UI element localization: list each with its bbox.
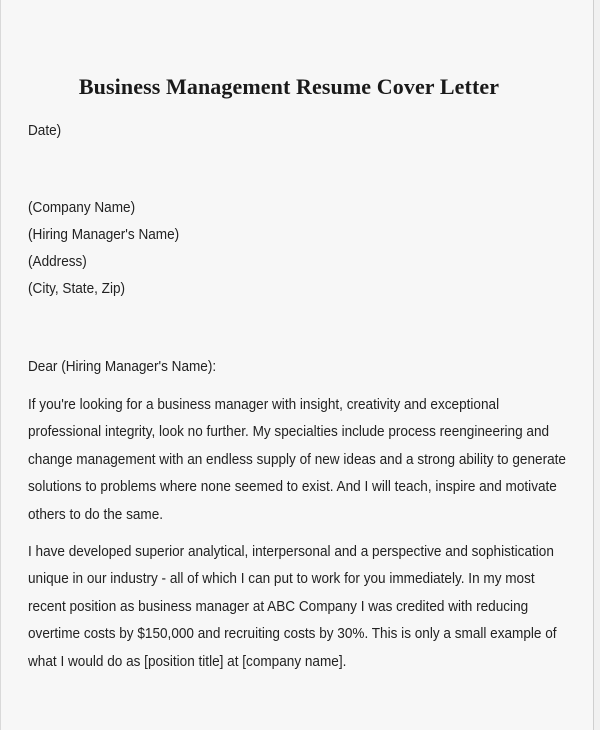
paragraph-line: change management with an endless supply of new ideas and a strong ability to generate bbox=[28, 451, 566, 468]
date-text: Date) bbox=[28, 123, 62, 139]
paragraph-line: what I would do as [position title] at [company name]. bbox=[28, 653, 347, 670]
paragraph-line: others to do the same. bbox=[28, 506, 164, 523]
paragraph-line: recent position as business manager at ABC Company I was credited with reducing bbox=[28, 598, 529, 615]
salutation-text: Dear (Hiring Manager's Name): bbox=[28, 359, 217, 375]
date-line bbox=[28, 118, 538, 145]
city-state-zip-line: (City, State, Zip) bbox=[28, 281, 126, 297]
recipient-address-block bbox=[28, 195, 538, 303]
hiring-manager-name-line: (Hiring Manager's Name) bbox=[28, 227, 180, 243]
paragraph-line: solutions to problems where none seemed to exist. And I will teach, inspire and motivate bbox=[28, 479, 557, 496]
paragraph-line: I have developed superior analytical, interpersonal and a perspective and sophistication bbox=[28, 544, 554, 560]
paragraph-line: overtime costs by $150,000 and recruiting costs by 30%. This is only a small example of bbox=[28, 626, 557, 643]
letter-title: Business Management Resume Cover Letter bbox=[78, 74, 500, 99]
paragraph-line: unique in our industry - all of which I can put to work for you immediately. In my most bbox=[28, 571, 535, 588]
paragraph-achievements bbox=[28, 539, 557, 676]
paragraph-line: If you're looking for a business manager with insight, creativity and exceptional bbox=[28, 397, 500, 413]
paragraph-line: professional integrity, look no further. My specialties include process reengineering and bbox=[28, 424, 550, 441]
address-line: (Address) bbox=[28, 254, 87, 270]
paragraph-intro bbox=[28, 392, 566, 529]
company-name-line: (Company Name) bbox=[28, 200, 136, 216]
salutation bbox=[28, 354, 538, 381]
